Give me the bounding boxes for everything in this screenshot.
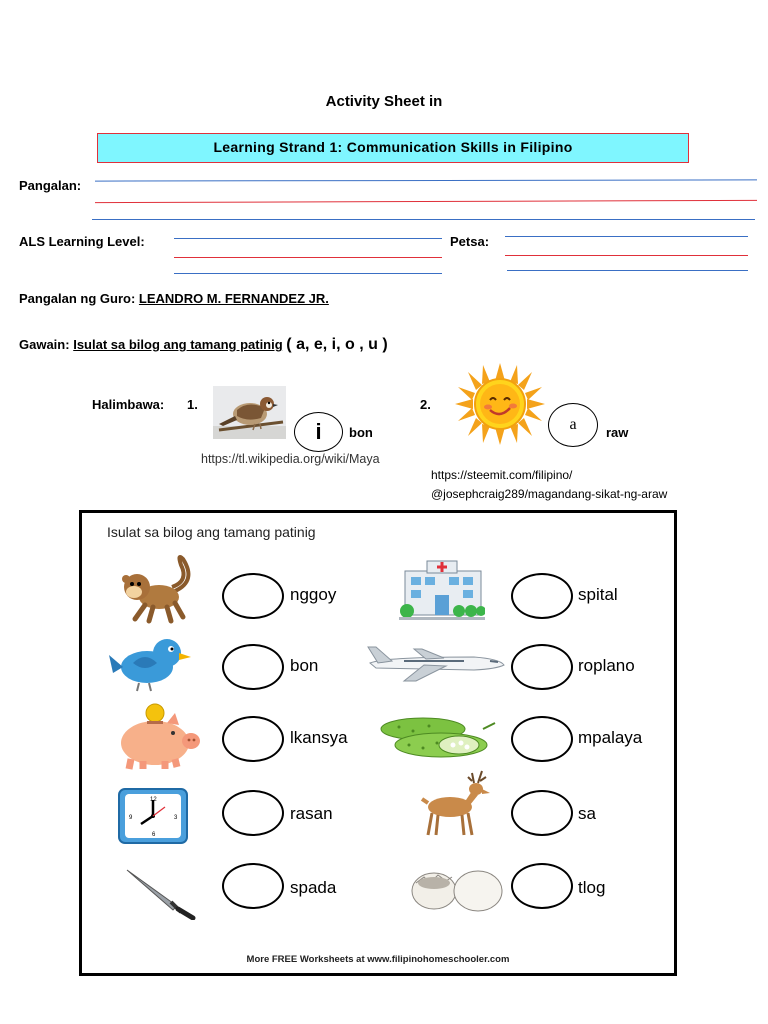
answer-circle[interactable]: [511, 573, 573, 619]
bitter-gourd-icon: [379, 715, 499, 759]
teacher-label: Pangalan ng Guro:: [19, 291, 136, 306]
word-label: tlog: [578, 878, 606, 897]
answer-circle[interactable]: [511, 716, 573, 762]
worksheet-heading: Isulat sa bilog ang tamang patinig: [107, 524, 316, 540]
word-label: rasan: [290, 804, 333, 823]
answer-circle[interactable]: [511, 644, 573, 690]
airplane-icon: [364, 643, 506, 683]
task-text: Isulat sa bilog ang tamang patinig: [73, 337, 283, 352]
word-label: mpalaya: [578, 728, 643, 747]
bird-icon: [109, 629, 197, 693]
example-1-word: bon: [349, 425, 373, 440]
sun-image: [455, 363, 545, 445]
level-line-1[interactable]: [174, 238, 442, 239]
example-2-word: raw: [606, 425, 629, 440]
name-label: Pangalan:: [19, 178, 82, 193]
example-2-source-line-1: https://steemit.com/filipino/: [431, 468, 573, 482]
date-label: Petsa:: [450, 234, 490, 249]
word-label: roplano: [578, 656, 635, 675]
word-label: sa: [578, 804, 596, 823]
example-label: Halimbawa:: [92, 397, 165, 412]
example-2-source: [431, 466, 667, 504]
word-label: nggoy: [290, 585, 337, 604]
svg-text:3: 3: [174, 815, 178, 821]
page-title: Activity Sheet in: [325, 93, 443, 110]
word-label: spada: [290, 878, 337, 897]
name-line-2: [95, 200, 757, 203]
monkey-icon: [117, 551, 203, 627]
sparrow-image: [213, 386, 286, 439]
level-line-2: [174, 257, 442, 258]
hospital-icon: [399, 557, 485, 623]
learning-strand-box: Learning Strand 1: Communication Skills in Filipino: [97, 133, 689, 163]
task-vowels: ( a, e, i, o , u ): [286, 336, 388, 353]
worksheet-footer: More FREE Worksheets at www.filipinohomeschooler.com: [246, 954, 510, 965]
example-2-number: 2.: [420, 397, 431, 412]
svg-text:6: 6: [152, 832, 156, 838]
task-label: Gawain:: [19, 337, 70, 352]
egg-icon: [408, 863, 508, 913]
level-label: ALS Learning Level:: [19, 234, 145, 249]
answer-circle[interactable]: [222, 790, 284, 836]
worksheet-panel: [79, 510, 677, 976]
answer-circle[interactable]: [222, 573, 284, 619]
answer-circle[interactable]: [222, 863, 284, 909]
svg-text:12: 12: [150, 797, 157, 803]
name-line-3: [92, 219, 755, 220]
example-2-source-line-2: @josephcraig289/magandang-sikat-ng-araw: [431, 487, 668, 501]
piggy-bank-icon: [109, 701, 209, 771]
word-label: spital: [578, 585, 618, 604]
answer-circle[interactable]: [511, 790, 573, 836]
sword-icon: [125, 868, 197, 920]
teacher-row: [19, 291, 329, 306]
date-line-1[interactable]: [505, 236, 748, 237]
word-label: lkansya: [290, 728, 348, 747]
svg-text:9: 9: [129, 815, 133, 821]
name-line-1[interactable]: [95, 179, 757, 181]
answer-circle[interactable]: [511, 863, 573, 909]
task-row: [19, 336, 388, 354]
example-2-circle: a: [548, 403, 598, 447]
example-1-number: 1.: [187, 397, 198, 412]
word-label: bon: [290, 656, 319, 675]
answer-circle[interactable]: [222, 644, 284, 690]
deer-icon: [412, 769, 494, 839]
answer-circle[interactable]: [222, 716, 284, 762]
example-1-circle: i: [294, 412, 343, 452]
level-line-3: [174, 273, 442, 274]
example-1-source: https://tl.wikipedia.org/wiki/Maya: [201, 452, 380, 466]
date-line-2: [505, 255, 748, 256]
teacher-name: LEANDRO M. FERNANDEZ JR.: [138, 291, 329, 306]
clock-icon: [117, 787, 189, 845]
date-line-3: [507, 270, 748, 271]
